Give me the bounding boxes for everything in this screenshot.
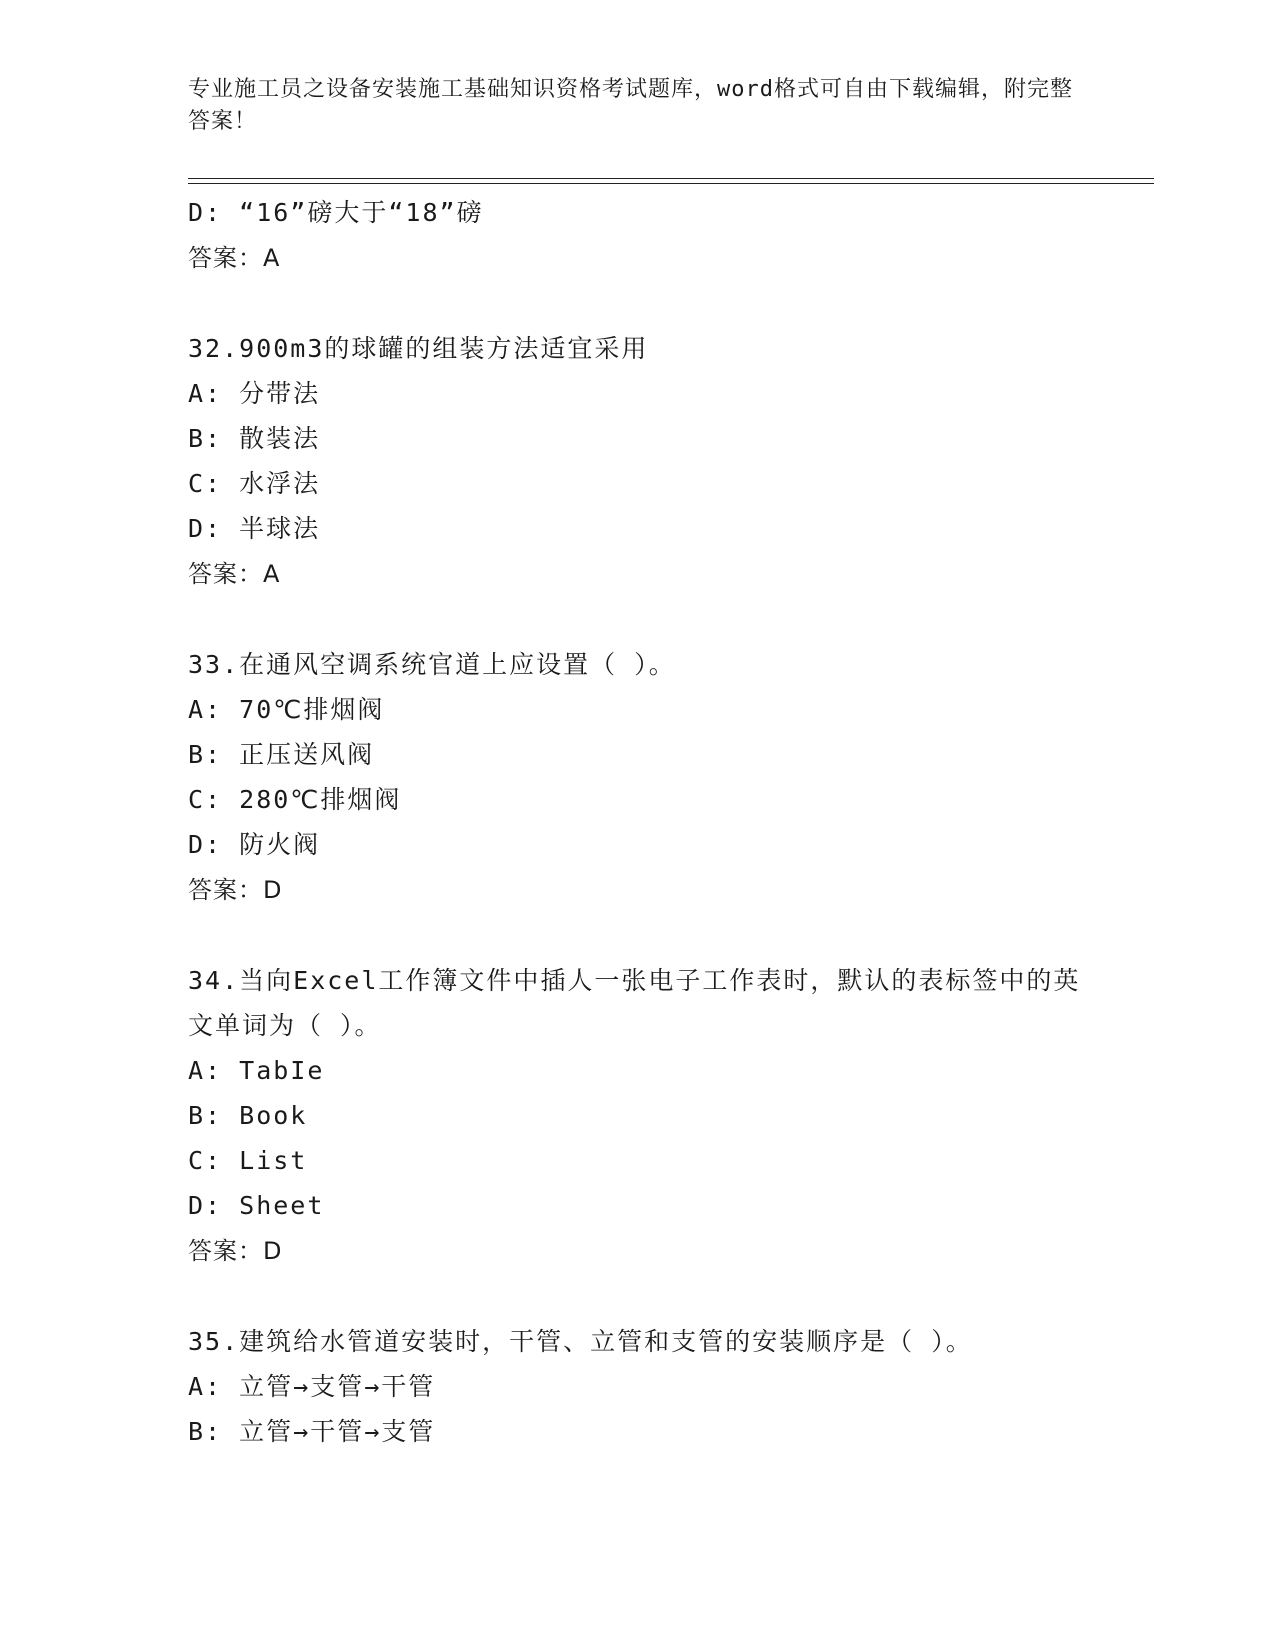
answer-label: 答案：A — [188, 244, 281, 272]
option-b: B: 散装法 — [188, 424, 321, 453]
spacer — [188, 913, 1148, 958]
question-text: 35.建筑给水管道安装时，干管、立管和支管的安装顺序是（ ）。 — [188, 1327, 973, 1356]
option-b: B: 立管→干管→支管 — [188, 1417, 436, 1446]
option-a: A: 分带法 — [188, 379, 321, 408]
spacer — [188, 281, 1148, 326]
header-rule-top — [188, 178, 1154, 179]
option-a: A: TabIe — [188, 1056, 325, 1085]
question-34 — [188, 958, 1148, 1274]
option-a: A: 70℃排烟阀 — [188, 695, 385, 724]
question-35 — [188, 1319, 1148, 1454]
spacer — [188, 1274, 1148, 1319]
option-d: D: 防火阀 — [188, 830, 321, 859]
option-d: D: “16”磅大于“18”磅 — [188, 198, 484, 227]
option-c: C: List — [188, 1146, 308, 1175]
document-header: 专业施工员之设备安装施工基础知识资格考试题库，word格式可自由下载编辑，附完整答案！ — [188, 77, 1073, 134]
option-a: A: 立管→支管→干管 — [188, 1372, 436, 1401]
question-31-tail — [188, 190, 1148, 281]
question-32 — [188, 326, 1148, 597]
option-c: C: 水浮法 — [188, 469, 321, 498]
answer-label: 答案：A — [188, 560, 281, 588]
header-rule-bottom — [188, 183, 1154, 184]
option-d: D: Sheet — [188, 1191, 325, 1220]
option-b: B: Book — [188, 1101, 308, 1130]
question-list — [188, 190, 1148, 1454]
option-c: C: 280℃排烟阀 — [188, 785, 402, 814]
question-text: 32.900m3的球罐的组装方法适宜采用 — [188, 334, 649, 363]
option-b: B: 正压送风阀 — [188, 740, 375, 769]
answer-label: 答案：D — [188, 876, 283, 904]
question-text: 33.在通风空调系统官道上应设置（ ）。 — [188, 650, 676, 679]
answer-label: 答案：D — [188, 1237, 283, 1265]
question-33 — [188, 642, 1148, 913]
spacer — [188, 597, 1148, 642]
question-text: 34.当向Excel工作簿文件中插人一张电子工作表时，默认的表标签中的英文单词为（ ）。 — [188, 966, 1081, 1040]
option-d: D: 半球法 — [188, 514, 321, 543]
